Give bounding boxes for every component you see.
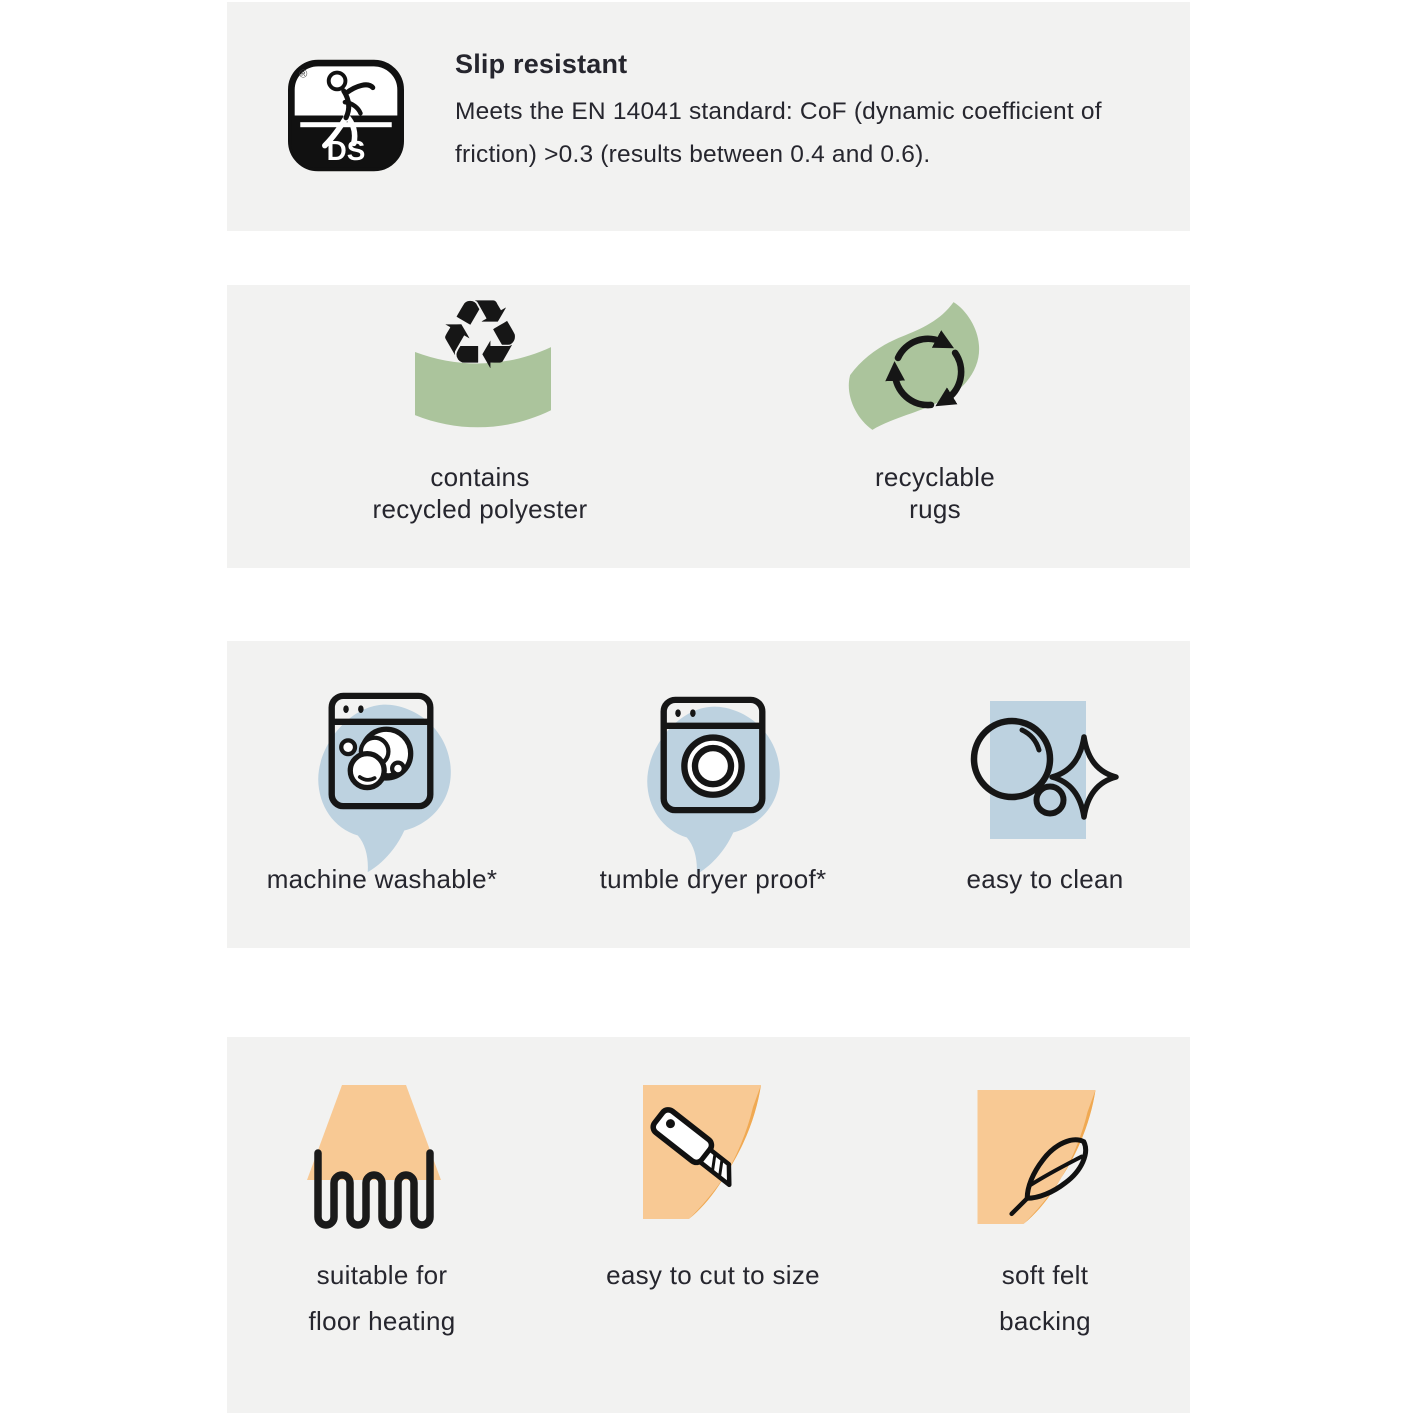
circular-arrows-icon	[876, 318, 980, 422]
feature-machine-washable	[227, 641, 537, 948]
feature-label: easy to clean	[966, 864, 1124, 894]
feature-label: contains recycled polyester	[372, 462, 588, 524]
feature-easy-to-cut	[558, 1037, 868, 1413]
slip-text-block	[455, 49, 1102, 176]
feature-label: tumble dryer proof*	[599, 864, 827, 894]
feather-icon	[968, 1088, 1118, 1238]
washing-machine-icon	[328, 692, 434, 810]
comfort-panel	[227, 1037, 1190, 1413]
feature-label: machine washable*	[266, 864, 498, 894]
feature-label: recyclable rugs	[874, 462, 996, 524]
bubble-sparkle-icon	[962, 699, 1130, 849]
orange-trapezoid-shape	[307, 1085, 441, 1180]
ds-slip-badge-icon	[288, 59, 404, 172]
tumble-dryer-icon	[660, 696, 766, 814]
slip-body-line-1: Meets the EN 14041 standard: CoF (dynamic coefficient of	[455, 98, 1102, 125]
recycling-symbol-icon: ♻	[436, 279, 524, 391]
feature-recycled-polyester	[310, 279, 650, 568]
heating-coil-icon	[294, 1085, 454, 1255]
registered-mark: ®	[299, 68, 308, 81]
utility-knife-icon	[641, 1083, 776, 1233]
slip-title: Slip resistant	[455, 49, 628, 79]
eco-panel	[227, 279, 1190, 568]
feature-label: easy to cut to size	[606, 1260, 820, 1290]
feature-label: soft felt backing	[999, 1260, 1091, 1336]
feature-soft-felt-backing	[890, 1037, 1200, 1413]
care-panel	[227, 641, 1190, 948]
slip-resistant-panel	[227, 2, 1190, 231]
feature-recyclable-rugs	[765, 285, 1105, 568]
ds-badge-label: DS	[326, 135, 366, 167]
feature-easy-to-clean	[890, 641, 1200, 948]
feature-floor-heating	[227, 1037, 537, 1413]
feature-tumble-dryer-proof	[558, 641, 868, 948]
feature-label: suitable for floor heating	[308, 1260, 456, 1336]
slip-body-line-2: friction) >0.3 (results between 0.4 and 0.6).	[455, 141, 931, 168]
